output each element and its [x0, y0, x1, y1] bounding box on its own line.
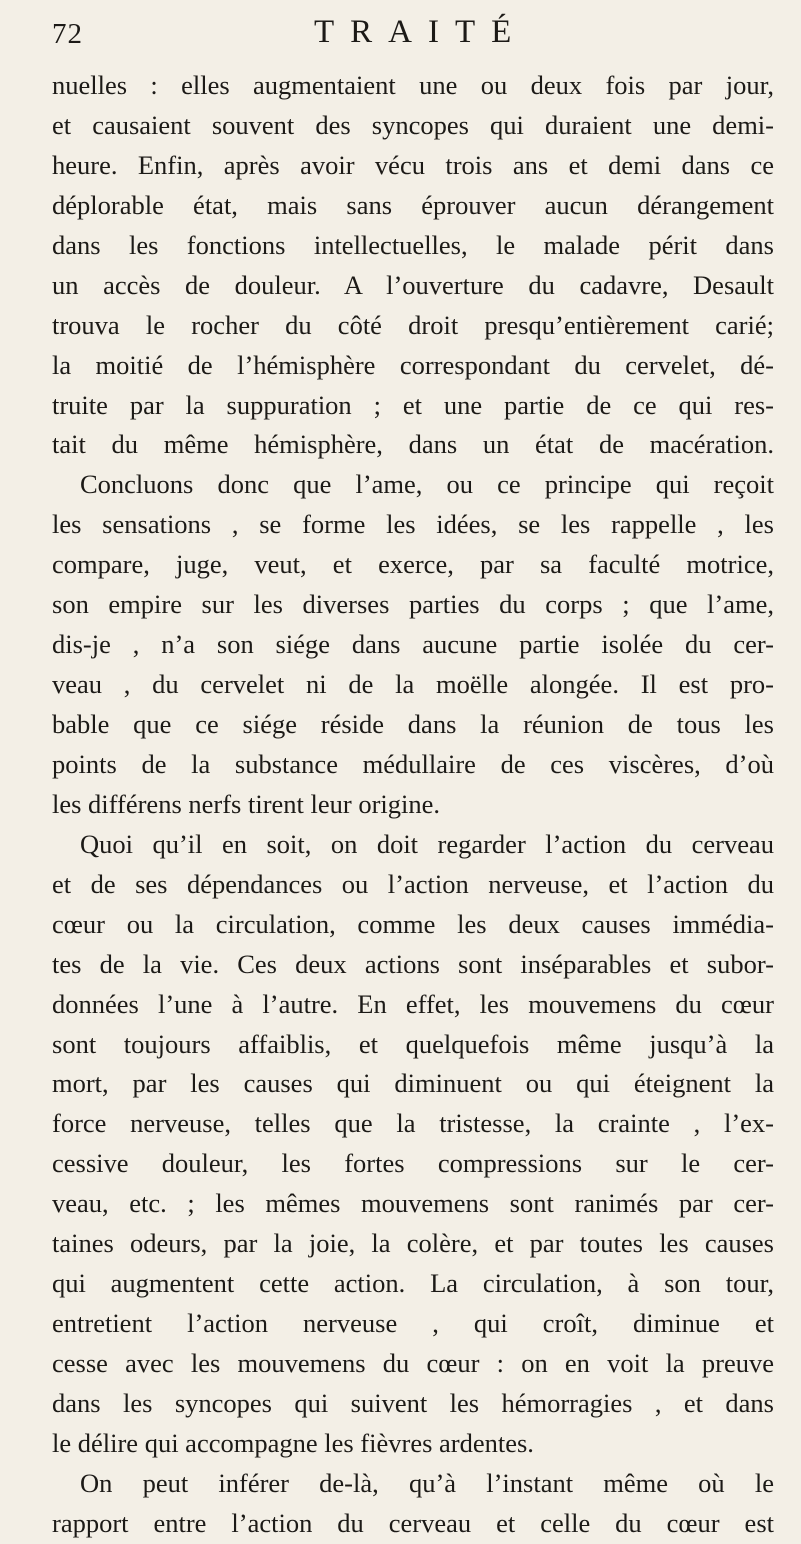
text-line: le délire qui accompagne les fièvres ardentes. [52, 1427, 534, 1458]
text-line: entretient l’action nerveuse , qui croît, diminue et [52, 1308, 774, 1339]
text-line: dans les fonctions intellectuelles, le malade périt dans [52, 229, 774, 260]
text-line: taines odeurs, par la joie, la colère, et par toutes les causes [52, 1228, 774, 1259]
running-title: TRAITÉ [314, 14, 528, 50]
text-line: rapport entre l’action du cerveau et celle du cœur est [52, 1507, 774, 1538]
text-line: On peut inférer de-là, qu’à l’instant même où le [80, 1467, 774, 1498]
text-line: et de ses dépendances ou l’action nerveuse, et l’action du [52, 868, 774, 899]
text-line: trouva le rocher du côté droit presqu’entièrement carié; [52, 309, 774, 340]
page-header [52, 14, 774, 66]
book-page [52, 14, 774, 1544]
text-line: heure. Enfin, après avoir vécu trois ans et demi dans ce [52, 149, 774, 180]
text-line: tes de la vie. Ces deux actions sont inséparables et subor- [52, 948, 774, 979]
text-line: un accès de douleur. A l’ouverture du cadavre, Desault [52, 269, 774, 300]
text-line: veau, etc. ; les mêmes mouvemens sont ranimés par cer- [52, 1188, 774, 1219]
text-line: dis-je , n’a son siége dans aucune partie isolée du cer- [52, 629, 774, 660]
text-line: nuelles : elles augmentaient une ou deux fois par jour, [52, 70, 774, 100]
text-line: points de la substance médullaire de ces viscères, d’où [52, 748, 774, 779]
text-line: cesse avec les mouvemens du cœur : on en voit la preuve [52, 1348, 774, 1378]
text-line: son empire sur les diverses parties du corps ; que l’ame, [52, 589, 774, 620]
text-line: veau , du cervelet ni de la moëlle alongée. Il est pro- [52, 669, 774, 700]
text-line: la moitié de l’hémisphère correspondant du cervelet, dé- [52, 349, 774, 380]
text-line: compare, juge, veut, et exerce, par sa faculté motrice, [52, 549, 774, 580]
text-line: tait du même hémisphère, dans un état de macération. [52, 429, 774, 460]
text-line: force nerveuse, telles que la tristesse, la crainte , l’ex- [52, 1108, 774, 1139]
page-number: 72 [52, 18, 83, 50]
text-line: sont toujours affaiblis, et quelquefois même jusqu’à la [52, 1028, 774, 1059]
text-line: déplorable état, mais sans éprouver aucun dérangement [52, 189, 774, 220]
body-text [52, 66, 774, 1544]
text-line: Concluons donc que l’ame, ou ce principe qui reçoit [80, 469, 774, 500]
text-line: les différens nerfs tirent leur origine. [52, 788, 441, 819]
text-line: et causaient souvent des syncopes qui duraient une demi- [52, 109, 774, 140]
text-line: les sensations , se forme les idées, se les rappelle , les [52, 509, 774, 540]
text-line: bable que ce siége réside dans la réunion de tous les [52, 709, 774, 739]
text-line: données l’une à l’autre. En effet, les mouvemens du cœur [52, 988, 774, 1019]
text-line: Quoi qu’il en soit, on doit regarder l’action du cerveau [80, 828, 774, 859]
text-line: cessive douleur, les fortes compressions sur le cer- [52, 1148, 774, 1179]
text-line: mort, par les causes qui diminuent ou qui éteignent la [52, 1068, 774, 1099]
text-line: qui augmentent cette action. La circulation, à son tour, [52, 1268, 774, 1299]
text-line: dans les syncopes qui suivent les hémorragies , et dans [52, 1387, 774, 1418]
text-line: truite par la suppuration ; et une partie de ce qui res- [52, 389, 774, 420]
text-line: cœur ou la circulation, comme les deux causes immédia- [52, 908, 774, 939]
